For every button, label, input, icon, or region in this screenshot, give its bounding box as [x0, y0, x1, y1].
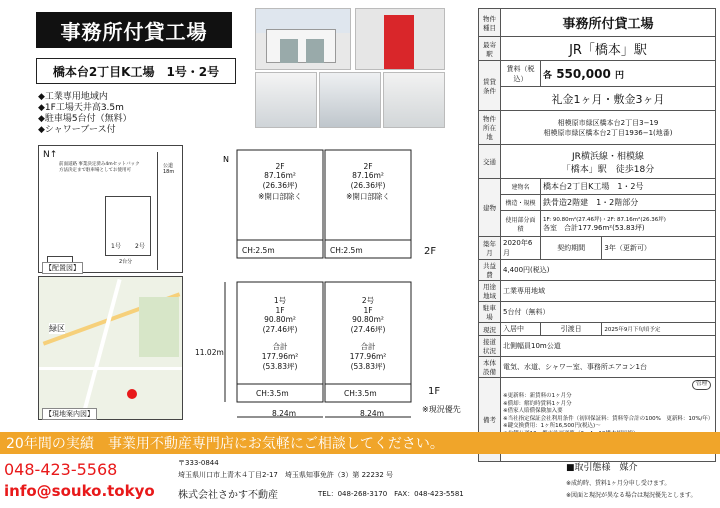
note: ※開口部除く: [346, 192, 390, 201]
management-stamp: 管理: [692, 380, 711, 390]
site-note: 前面道路 事業決定済み4mセットバック 方法決定まで駐車場としてお使用可: [59, 162, 140, 173]
svg-text:N: N: [223, 155, 229, 164]
area: 90.80m²: [352, 315, 384, 324]
map-area-label: 緑区: [49, 324, 65, 333]
total-tsubo: (53.83坪): [262, 362, 298, 371]
area: 87.16m²: [352, 171, 384, 180]
rent: 550,000: [556, 66, 611, 81]
ch-2f-right: CH:2.5m: [330, 246, 363, 255]
ch-1f-right: CH:3.5m: [344, 389, 377, 398]
total-label: 合計: [360, 342, 376, 351]
plan-priority-note: ※図面と現況が異なる場合は現況優先とします。: [566, 492, 697, 499]
area: 90.80m²: [264, 315, 296, 324]
feature-item: ◆工業専用地域内: [38, 92, 108, 102]
note: ※開口部除く: [258, 192, 302, 201]
ch-1f-left: CH:3.5m: [256, 389, 289, 398]
dim-height: 11.02m: [195, 348, 224, 357]
deal-type: ■取引態様 媒介: [566, 463, 638, 473]
dim-width-right: 8.24m: [360, 409, 385, 418]
floor-label: 1F: [363, 306, 373, 315]
interior-photo-2: [319, 72, 381, 128]
phone-number[interactable]: 048-423-5568: [4, 460, 118, 479]
property-subtitle: 橋本台2丁目K工場 1号・2号: [36, 58, 236, 84]
site-layout-label: 【配置図】: [42, 262, 83, 274]
plan-1f-left: [237, 295, 323, 372]
total-tsubo: (53.83坪): [350, 362, 386, 371]
company-address: 埼玉県川口市上青木４丁目2-17 埼玉県知事免許（3）第 22232 号: [178, 471, 394, 479]
company-name: 株式会社さかす不動産: [178, 490, 278, 501]
floor-label: 2F: [275, 162, 285, 171]
label-2f: 2F: [424, 246, 437, 257]
contract-fee-note: ※成約時、賃料1ヶ月分申し受けます。: [566, 480, 671, 487]
tsubo: (26.36坪): [262, 181, 298, 190]
tsubo: (26.36坪): [350, 181, 386, 190]
feature-item: ◆駐車場5台付（無料）: [38, 114, 132, 124]
postal-code: 〒333-0844: [178, 459, 219, 467]
north-arrow-icon: N↑: [43, 150, 58, 160]
tel-fax: TEL：048-268-3170 FAX：048-423-5581: [318, 490, 464, 498]
site-bay-1: 1号: [111, 243, 121, 250]
plan-2f-right: [325, 162, 411, 202]
site-bay-2: 2号: [135, 243, 145, 250]
map-pin-icon: [127, 389, 137, 399]
plan-2f-left: [237, 162, 323, 202]
site-road-label: 公道 18m: [163, 163, 175, 175]
dim-width-left: 8.24m: [272, 409, 297, 418]
exterior-photo: [255, 8, 351, 70]
deposit: 礼金1ヶ月・敷金3ヶ月: [501, 87, 716, 111]
property-kind: 事務所付貸工場: [501, 9, 716, 37]
map-label: 【現地案内図】: [42, 408, 97, 420]
property-info-table: 物件種目 事務所付貸工場 最寄駅 JR「橋本」駅 賃貸条件 賃料（税込） 各 550,000 円 礼金1ヶ月・敷金3ヶ月 物件所在地 相模原市緑区橋本台2丁目3−19 相模原市緑区橋本台2丁目1936−1(地番) 交通 JR横浜線・相模線 「橋本」駅 徒歩18分 建物 建物名 橋本台2丁目K工場 1・2号 構造・規模 鉄骨造2階建 1・2階部分 使用部分面積 1F: 90.80m²(27.46坪)・2F: 87.16m²(26.36坪) 各室 合計177.96m²(53.83坪) 築年月 2020年6月 契約期間 3年（更新可） 共益費 4,400円(税込) 用途地域 工業専用地域 駐車場 5台付（無料） 現況 入居中 引渡日 2025年9月下旬頃予定 接道状況 北側幅員10m公道 本体設備 電気、水道、シャワー室、事務所エアコン1台 備考 管理 ※更新料：新賃料の1ヶ月分 ※償却：解約時賃料1ヶ月分 ※借家人賠償保険加入要 ※当社指定保証会社利用条件（初回保証料：賃料等合計の100% 更新料：10%/年） ※鍵交換費用：1ヶ所16,500円(税込)～: [478, 8, 716, 462]
label-1f: 1F: [428, 386, 441, 397]
tsubo: (27.46坪): [350, 325, 386, 334]
footer-banner: 20年間の実績 事業用不動産専門店にお気軽にご相談してください。: [0, 432, 720, 454]
unit: 2号: [361, 296, 375, 305]
interior-photo-3: [383, 72, 445, 128]
total: 177.96m²: [349, 352, 387, 361]
email-link[interactable]: info@souko.tokyo: [4, 482, 155, 500]
entrance-photo: [355, 8, 445, 70]
feature-item: ◆シャワーブース付: [38, 125, 116, 135]
total-label: 合計: [272, 342, 288, 351]
area: 87.16m²: [264, 171, 296, 180]
plan-1f-right: [325, 295, 411, 372]
interior-photo-1: [255, 72, 317, 128]
unit: 1号: [273, 296, 287, 305]
tsubo: (27.46坪): [262, 325, 298, 334]
nearest-station: JR「橋本」駅: [501, 37, 716, 61]
site-layout: [38, 145, 183, 273]
site-parking: 2台分: [119, 259, 133, 265]
total: 177.96m²: [261, 352, 299, 361]
floor-label: 1F: [275, 306, 285, 315]
ch-2f-left: CH:2.5m: [242, 246, 275, 255]
floor-label: 2F: [363, 162, 373, 171]
page-title: 事務所付貸工場: [36, 12, 232, 48]
feature-item: ◆1F工場天井高3.5m: [38, 103, 124, 113]
feature-list: [38, 92, 132, 136]
current-priority-note: ※現況優先: [422, 405, 461, 414]
location-map[interactable]: [38, 276, 183, 420]
